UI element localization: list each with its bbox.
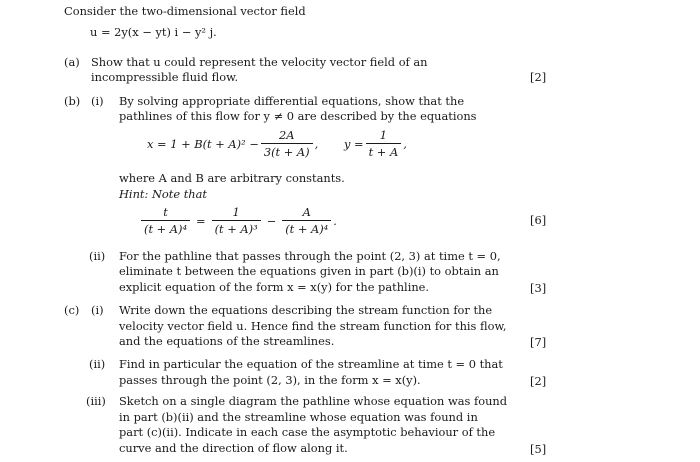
eq-x-fraction bbox=[261, 128, 313, 159]
hint-num-1: t bbox=[163, 205, 168, 219]
part-a-label: (a) bbox=[64, 55, 80, 69]
part-c-ii-mark: [2] bbox=[530, 374, 547, 388]
eq-y-numerator: 1 bbox=[379, 128, 388, 142]
part-b-i-label: (i) bbox=[91, 94, 104, 108]
eq-y-fraction bbox=[366, 128, 402, 159]
part-b-ii-line3: explicit equation of the form x = x(y) for the pathline. bbox=[119, 280, 430, 294]
part-c-iii-label: (iii) bbox=[86, 394, 106, 408]
part-b-ii-label: (ii) bbox=[89, 249, 106, 263]
part-c-i-line1: Write down the equations describing the stream function for the bbox=[119, 303, 493, 317]
part-a-mark: [2] bbox=[530, 70, 547, 84]
part-c-iii-line2: in part (b)(ii) and the streamline whose equation was found in bbox=[119, 410, 478, 424]
part-b-i-mark: [6] bbox=[530, 213, 547, 227]
hint-num-2: 1 bbox=[232, 205, 240, 219]
part-c-iii-mark: [5] bbox=[530, 442, 547, 456]
hint-end: . bbox=[333, 213, 337, 228]
part-c-i-line2: velocity vector field u. Hence find the stream function for this flow, bbox=[119, 319, 507, 333]
eq-y-lhs: y = bbox=[344, 136, 364, 151]
part-b-i-line1: By solving appropriate differential equations, show that the bbox=[119, 94, 465, 108]
part-a-line1: Show that u could represent the velocity vector field of an bbox=[91, 55, 428, 69]
hint-equals: = bbox=[196, 213, 206, 228]
intro-text: Consider the two-dimensional vector field bbox=[64, 4, 306, 18]
part-b-label: (b) bbox=[64, 94, 81, 108]
part-c-ii-line2: passes through the point (2, 3), in the form x = x(y). bbox=[119, 373, 421, 387]
part-c-i-label: (i) bbox=[91, 303, 104, 317]
field-equation: u = 2y(x − yt) i − y² j. bbox=[90, 25, 217, 39]
hint-den-3: (t + A)⁴ bbox=[282, 220, 331, 236]
part-b-i-hint: Hint: Note that bbox=[119, 187, 207, 201]
part-c-i-line3: and the equations of the streamlines. bbox=[119, 334, 335, 348]
part-b-ii-line2: eliminate t between the equations given in part (b)(i) to obtain an bbox=[119, 264, 499, 278]
part-c-i-mark: [7] bbox=[530, 335, 547, 349]
pathline-equation-y bbox=[344, 128, 407, 159]
part-c-iii-line1: Sketch on a single diagram the pathline whose equation was found bbox=[119, 394, 508, 408]
part-a-line2: incompressible fluid flow. bbox=[91, 70, 239, 84]
hint-fraction-1 bbox=[141, 205, 190, 236]
part-c-ii-line1: Find in particular the equation of the streamline at time t = 0 that bbox=[119, 357, 503, 371]
eq-x-numerator: 2A bbox=[278, 128, 295, 142]
part-b-ii-mark: [3] bbox=[530, 281, 547, 295]
eq-x-denominator: 3(t + A) bbox=[261, 143, 313, 159]
part-c-ii-label: (ii) bbox=[89, 357, 106, 371]
eq-x-lhs: x = 1 + B(t + A)² − bbox=[147, 136, 259, 151]
part-b-i-line3: where A and B are arbitrary constants. bbox=[119, 171, 345, 185]
hint-fraction-3 bbox=[282, 205, 331, 236]
hint-num-3: A bbox=[302, 205, 311, 219]
hint-minus: − bbox=[266, 213, 277, 228]
eq-y-end: , bbox=[403, 136, 407, 151]
hint-fraction-2 bbox=[212, 205, 261, 236]
pathline-equation-x bbox=[147, 128, 318, 159]
eq-y-denominator: t + A bbox=[366, 143, 402, 159]
hint-identity bbox=[139, 205, 337, 236]
hint-den-2: (t + A)³ bbox=[212, 220, 261, 236]
hint-den-1: (t + A)⁴ bbox=[141, 220, 190, 236]
eq-x-end: , bbox=[314, 136, 319, 151]
part-c-iii-line4: curve and the direction of flow along it. bbox=[119, 441, 348, 455]
part-c-iii-line3: part (c)(ii). Indicate in each case the asymptotic behaviour of the bbox=[119, 425, 496, 439]
part-b-ii-line1: For the pathline that passes through the point (2, 3) at time t = 0, bbox=[119, 249, 501, 263]
part-c-label: (c) bbox=[64, 303, 80, 317]
part-b-i-line2: pathlines of this flow for y ≠ 0 are described by the equations bbox=[119, 109, 477, 123]
